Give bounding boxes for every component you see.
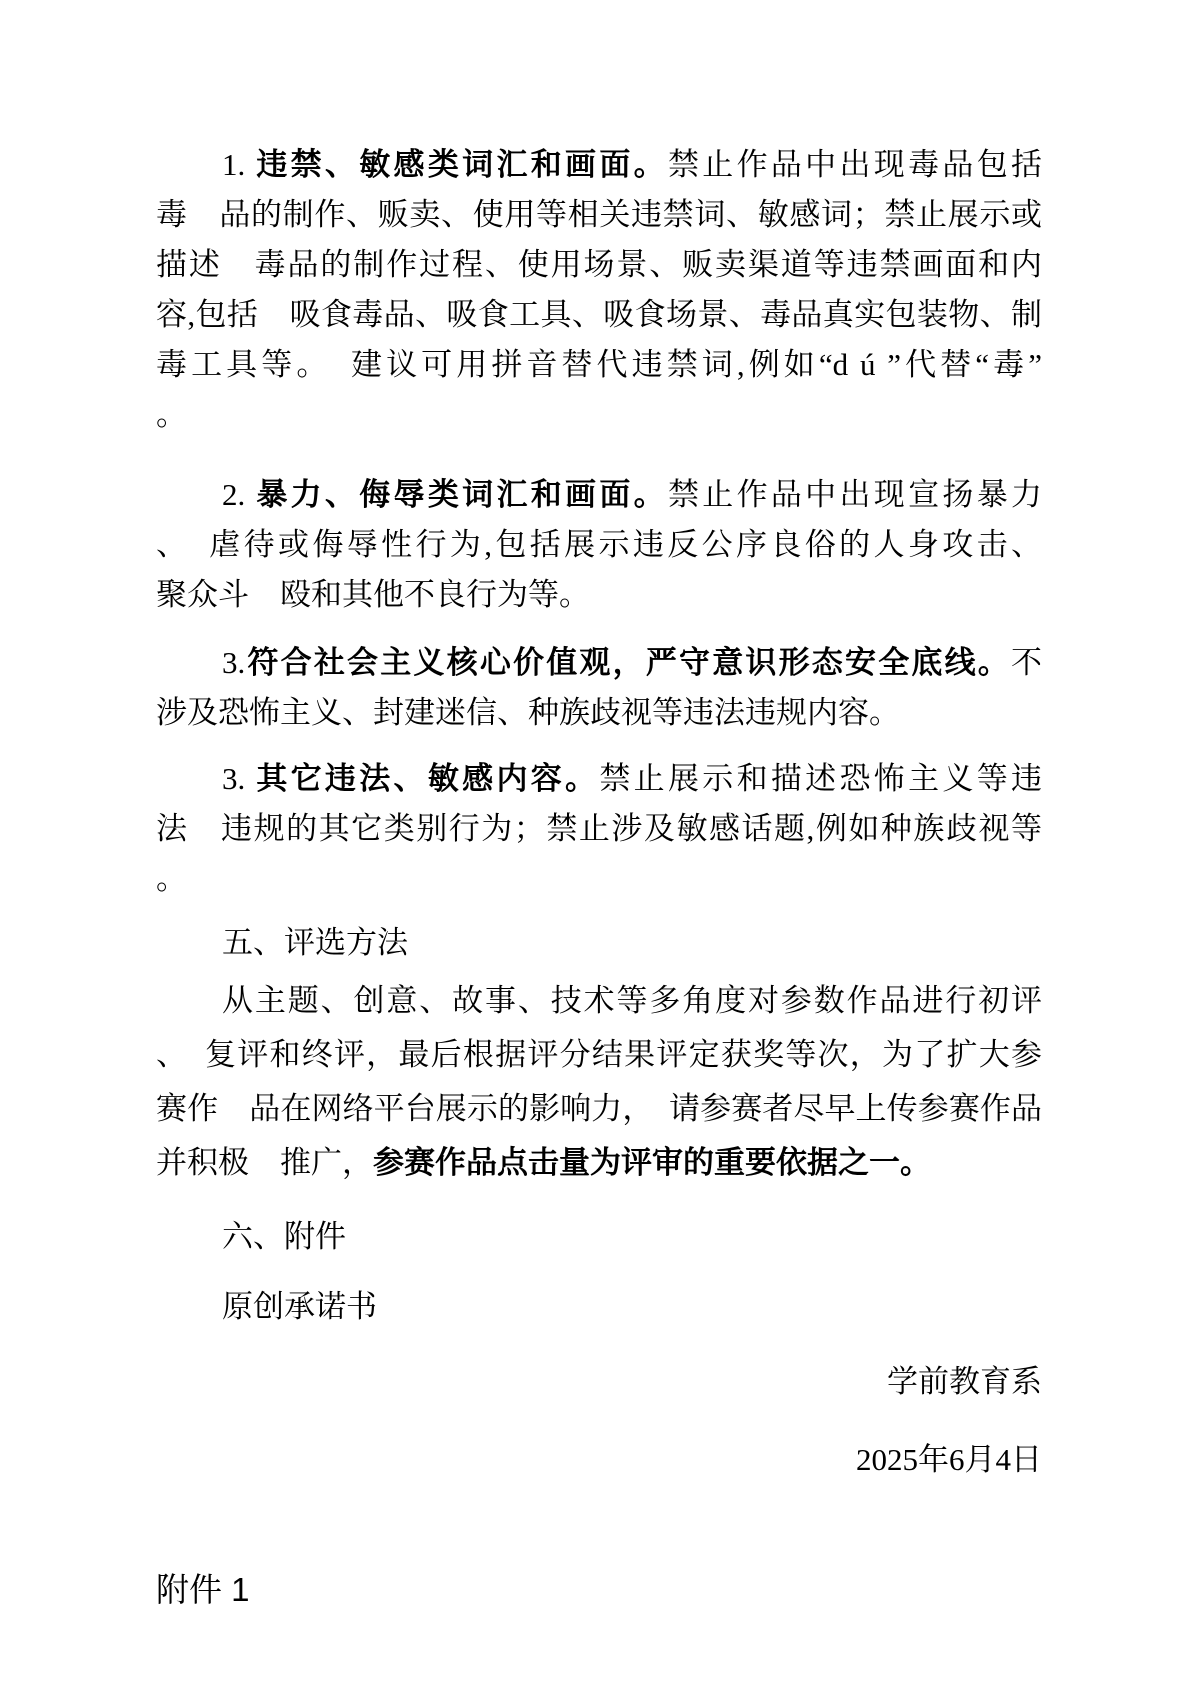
bold-text-segment: 其它违法、敏感内容。 xyxy=(256,761,600,796)
text-line xyxy=(156,140,1042,190)
text-line xyxy=(156,638,1042,688)
text-line xyxy=(156,688,1042,738)
text-segment: 描述 毒品的制作过程、使用场景、贩卖渠道等违禁画面和内 xyxy=(156,247,1042,282)
text-segment: 、 虐待或侮辱性行为,包括展示违反公序良俗的人身攻击、 xyxy=(156,527,1042,562)
text-segment: 。 xyxy=(156,397,187,432)
text-line xyxy=(156,1028,1042,1082)
text-line xyxy=(156,918,1042,968)
text-line xyxy=(156,1357,1042,1407)
text-line xyxy=(156,754,1042,804)
paragraph-evaluation-method xyxy=(156,974,1042,1190)
text-segment: 。 xyxy=(156,861,187,896)
text-segment: 2025年6月4日 xyxy=(856,1442,1042,1477)
text-line xyxy=(156,390,1042,440)
text-line xyxy=(156,520,1042,570)
text-segment: 附件 1 xyxy=(156,1571,250,1608)
text-segment: 3. xyxy=(222,645,246,680)
text-line xyxy=(156,1435,1042,1485)
text-line xyxy=(156,190,1042,240)
text-line xyxy=(156,1565,1042,1615)
signature-department xyxy=(156,1357,1042,1407)
text-line xyxy=(156,1282,1042,1332)
text-segment: 1. xyxy=(222,147,257,182)
text-segment: 并积极 推广， xyxy=(156,1145,373,1180)
text-segment: 五、评选方法 xyxy=(222,925,408,960)
attachment-label xyxy=(156,1565,1042,1615)
bold-text-segment: 违禁、敏感类词汇和画面。 xyxy=(256,147,668,182)
text-line xyxy=(156,854,1042,904)
text-line xyxy=(156,240,1042,290)
text-segment: 从主题、创意、故事、技术等多角度对参数作品进行初评 xyxy=(222,983,1042,1018)
text-segment: 2. xyxy=(222,477,257,512)
bold-text-segment: 参赛作品点击量为评审的重要依据之一。 xyxy=(373,1145,931,1180)
paragraph-core-values xyxy=(156,638,1042,738)
paragraph-violence-insult xyxy=(156,470,1042,620)
paragraph-other-illegal xyxy=(156,754,1042,904)
text-segment: 聚众斗 殴和其他不良行为等。 xyxy=(156,577,590,612)
text-segment: 涉及恐怖主义、封建迷信、种族歧视等违法违规内容。 xyxy=(156,695,900,730)
text-line xyxy=(156,340,1042,390)
text-segment: 原创承诺书 xyxy=(222,1289,377,1324)
text-segment: 毒 品的制作、贩卖、使用等相关违禁词、敏感词；禁止展示或 xyxy=(156,197,1042,232)
paragraph-attachment-title xyxy=(156,1282,1042,1332)
text-segment: 容,包括 吸食毒品、吸食工具、吸食场景、毒品真实包装物、制 xyxy=(156,297,1042,332)
text-line xyxy=(156,1136,1042,1190)
section-heading-six xyxy=(156,1212,1042,1262)
text-segment: 毒工具等。 建议可用拼音替代违禁词,例如“d ú ”代替“毒” xyxy=(156,347,1042,382)
text-line xyxy=(156,804,1042,854)
signature-date xyxy=(156,1435,1042,1485)
text-line xyxy=(156,1082,1042,1136)
text-segment: 禁止展示和描述恐怖主义等违 xyxy=(599,761,1043,796)
text-segment: 、 复评和终评，最后根据评分结果评定获奖等次，为了扩大参 xyxy=(156,1037,1042,1072)
document-body xyxy=(156,140,1042,1615)
text-line xyxy=(156,570,1042,620)
text-line xyxy=(156,290,1042,340)
text-segment: 不 xyxy=(1011,645,1042,680)
text-segment: 学前教育系 xyxy=(887,1364,1042,1399)
text-segment: 禁止作品中出现毒品包括 xyxy=(667,147,1043,182)
text-segment: 法 违规的其它类别行为；禁止涉及敏感话题,例如种族歧视等 xyxy=(156,811,1042,846)
text-line xyxy=(156,470,1042,520)
bold-text-segment: 暴力、侮辱类词汇和画面。 xyxy=(256,477,668,512)
text-segment: 禁止作品中出现宣扬暴力 xyxy=(667,477,1043,512)
paragraph-prohibited-words xyxy=(156,140,1042,440)
text-segment: 3. xyxy=(222,761,257,796)
section-heading-five xyxy=(156,918,1042,968)
text-line xyxy=(156,1212,1042,1262)
text-segment: 六、附件 xyxy=(222,1219,346,1254)
text-segment: 赛作 品在网络平台展示的影响力， 请参赛者尽早上传参赛作品 xyxy=(156,1091,1042,1126)
bold-text-segment: 符合社会主义核心价值观，严守意识形态安全底线。 xyxy=(245,645,1011,680)
text-line xyxy=(156,974,1042,1028)
